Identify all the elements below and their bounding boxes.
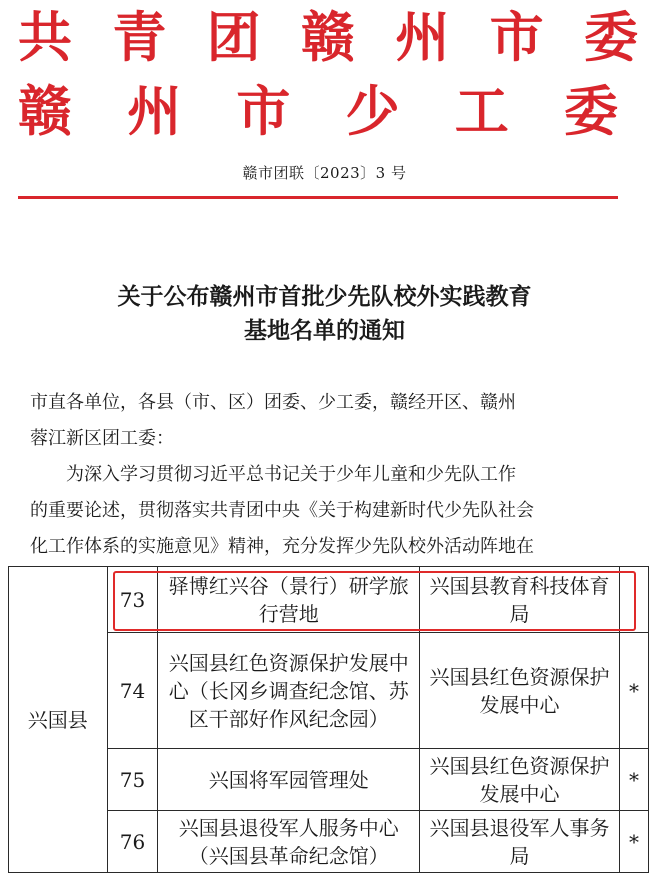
letterhead-char: 共 bbox=[18, 6, 72, 69]
row-number: 75 bbox=[107, 749, 158, 811]
responsible-org: 兴国县红色资源保护发展中心 bbox=[420, 633, 620, 749]
county-cell: 兴国县 bbox=[9, 567, 108, 873]
mark-cell: * bbox=[620, 811, 649, 873]
red-divider bbox=[18, 196, 618, 199]
body-text-line: 市直各单位，各县（市、区）团委、少工委，赣经开区、赣州 bbox=[30, 392, 516, 413]
letterhead-char: 青 bbox=[112, 6, 167, 69]
body-text-line: 的重要论述，贯彻落实共青团中央《关于构建新时代少先队社会 bbox=[30, 500, 534, 521]
letterhead-line-2 bbox=[18, 80, 618, 144]
letterhead-char: 工 bbox=[454, 80, 509, 143]
responsible-org: 兴国县退役军人事务局 bbox=[420, 811, 620, 873]
base-name: 兴国县红色资源保护发展中心（长冈乡调查纪念馆、苏区干部好作风纪念园） bbox=[158, 633, 420, 749]
mark-cell: * bbox=[620, 749, 649, 811]
letterhead-char: 州 bbox=[127, 80, 182, 143]
responsible-org: 兴国县红色资源保护发展中心 bbox=[420, 749, 620, 811]
document-title-line-1: 关于公布赣州市首批少先队校外实践教育 bbox=[117, 283, 532, 310]
letterhead-line-1 bbox=[18, 6, 638, 70]
row-number: 73 bbox=[107, 567, 158, 633]
row-number: 76 bbox=[107, 811, 158, 873]
letterhead-char: 委 bbox=[583, 6, 638, 69]
letterhead-char: 市 bbox=[489, 6, 544, 69]
base-name: 驿博红兴谷（景行）研学旅行营地 bbox=[158, 567, 420, 633]
document-title-line-2: 基地名单的通知 bbox=[244, 317, 405, 344]
document-number: 赣市团联〔2023〕3 号 bbox=[242, 164, 407, 182]
base-name: 兴国将军园管理处 bbox=[158, 749, 420, 811]
body-text-line: 蓉江新区团工委： bbox=[30, 428, 174, 449]
letterhead-char: 州 bbox=[395, 6, 450, 69]
row-highlight-box bbox=[113, 571, 636, 631]
base-name: 兴国县退役军人服务中心（兴国县革命纪念馆） bbox=[158, 811, 420, 873]
body-text-line: 为深入学习贯彻习近平总书记关于少年儿童和少先队工作 bbox=[66, 464, 516, 485]
letterhead-char: 赣 bbox=[300, 6, 355, 69]
row-number: 74 bbox=[107, 633, 158, 749]
responsible-org: 兴国县教育科技体育局 bbox=[420, 567, 620, 633]
letterhead-char: 团 bbox=[206, 6, 261, 69]
body-text-line: 化工作体系的实施意见》精神，充分发挥少先队校外活动阵地在 bbox=[30, 536, 534, 557]
letterhead-char: 少 bbox=[345, 80, 400, 143]
mark-cell: * bbox=[620, 633, 649, 749]
letterhead-char: 委 bbox=[563, 80, 618, 143]
letterhead-char: 市 bbox=[236, 80, 291, 143]
letterhead-char: 赣 bbox=[18, 80, 72, 143]
